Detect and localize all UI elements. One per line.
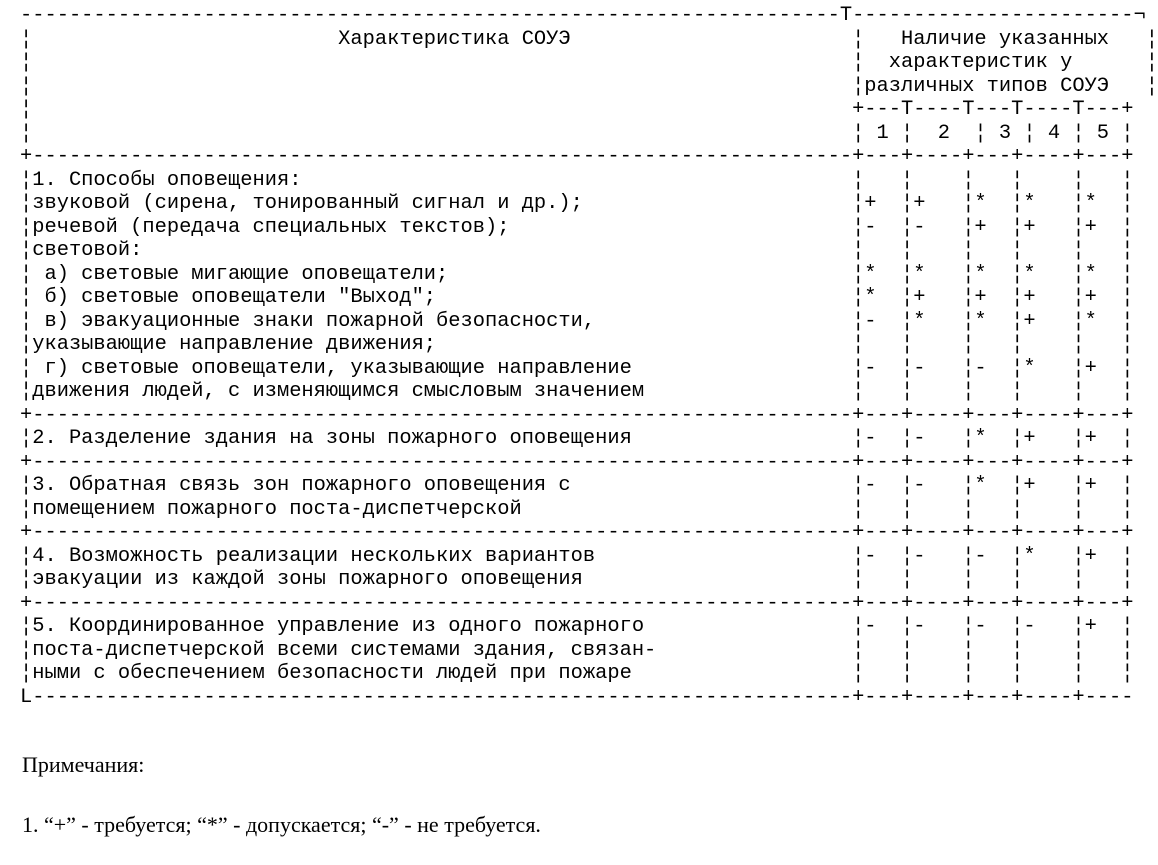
table-line: ¦помещением пожарного поста-диспетчерской ¦ ¦ ¦ ¦ ¦ ¦ — [20, 497, 1134, 521]
table-line: L-------------------------------------------------------------------+---+----+---+----+---- — [20, 685, 1134, 709]
table-line: ¦ными с обеспечением безопасности людей при пожаре ¦ ¦ ¦ ¦ ¦ ¦ — [20, 662, 1134, 685]
table-line: +-------------------------------------------------------------------+---+----+---+----+---+ — [20, 591, 1134, 615]
table-line: ¦ ¦ характеристик у ¦ — [20, 51, 1158, 74]
soue-characteristics-table — [20, 4, 1158, 709]
table-line: ¦5. Координированное управление из одного пожарного ¦- ¦- ¦- ¦- ¦+ ¦ — [20, 615, 1134, 638]
table-line: ¦ +---T----T---T----T---+ — [20, 98, 1134, 121]
table-line: ¦световой: ¦ ¦ ¦ ¦ ¦ ¦ — [20, 239, 1134, 262]
table-line: +-------------------------------------------------------------------+---+----+---+----+---+ — [20, 521, 1134, 544]
table-line: ¦2. Разделение здания на зоны пожарного оповещения ¦- ¦- ¦* ¦+ ¦+ ¦ — [20, 427, 1134, 450]
table-line: ¦ в) эвакуационные знаки пожарной безопасности, ¦- ¦* ¦* ¦+ ¦* ¦ — [20, 309, 1134, 333]
table-line: ¦ Характеристика СОУЭ ¦ Наличие указанных ¦ — [20, 27, 1158, 51]
table-line: +-------------------------------------------------------------------+---+----+---+----+---+ — [20, 403, 1134, 427]
table-line: ¦поста-диспетчерской всеми системами здания, связан- ¦ ¦ ¦ ¦ ¦ ¦ — [20, 638, 1134, 662]
table-line: ¦ г) световые оповещатели, указывающие направление ¦- ¦- ¦- ¦* ¦+ ¦ — [20, 356, 1134, 380]
table-line: ¦ б) световые оповещатели "Выход"; ¦* ¦+ ¦+ ¦+ ¦+ ¦ — [20, 286, 1134, 309]
notes-title: Примечания: — [22, 752, 145, 777]
table-line: ¦звуковой (сирена, тонированный сигнал и др.); ¦+ ¦+ ¦* ¦* ¦* ¦ — [20, 192, 1134, 215]
table-line: ¦ ¦ 1 ¦ 2 ¦ 3 ¦ 4 ¦ 5 ¦ — [20, 121, 1134, 145]
table-line: +-------------------------------------------------------------------+---+----+---+----+---+ — [20, 450, 1134, 474]
table-line: ¦ ¦различных типов СОУЭ ¦ — [20, 74, 1158, 98]
table-line: ¦4. Возможность реализации нескольких вариантов ¦- ¦- ¦- ¦* ¦+ ¦ — [20, 544, 1134, 568]
table-line: ¦ а) световые мигающие оповещатели; ¦* ¦* ¦* ¦* ¦* ¦ — [20, 262, 1134, 286]
table-line: ¦3. Обратная связь зон пожарного оповещения с ¦- ¦- ¦* ¦+ ¦+ ¦ — [20, 474, 1134, 497]
table-line: -------------------------------------------------------------------T-----------------------¬ — [20, 4, 1146, 27]
table-line: ¦указывающие направление движения; ¦ ¦ ¦ ¦ ¦ ¦ — [20, 333, 1134, 356]
table-line: ¦движения людей, с изменяющимся смысловым значением ¦ ¦ ¦ ¦ ¦ ¦ — [20, 380, 1134, 403]
table-line: +-------------------------------------------------------------------+---+----+---+----+---+ — [20, 145, 1134, 168]
table-line: ¦1. Способы оповещения: ¦ ¦ ¦ ¦ ¦ ¦ — [20, 168, 1134, 192]
table-line: ¦речевой (передача специальных текстов); ¦- ¦- ¦+ ¦+ ¦+ ¦ — [20, 215, 1134, 239]
note-item: 1. “+” - требуется; “*” - допускается; “-” - не требуется. — [22, 812, 541, 837]
table-line: ¦эвакуации из каждой зоны пожарного оповещения ¦ ¦ ¦ ¦ ¦ ¦ — [20, 568, 1134, 591]
